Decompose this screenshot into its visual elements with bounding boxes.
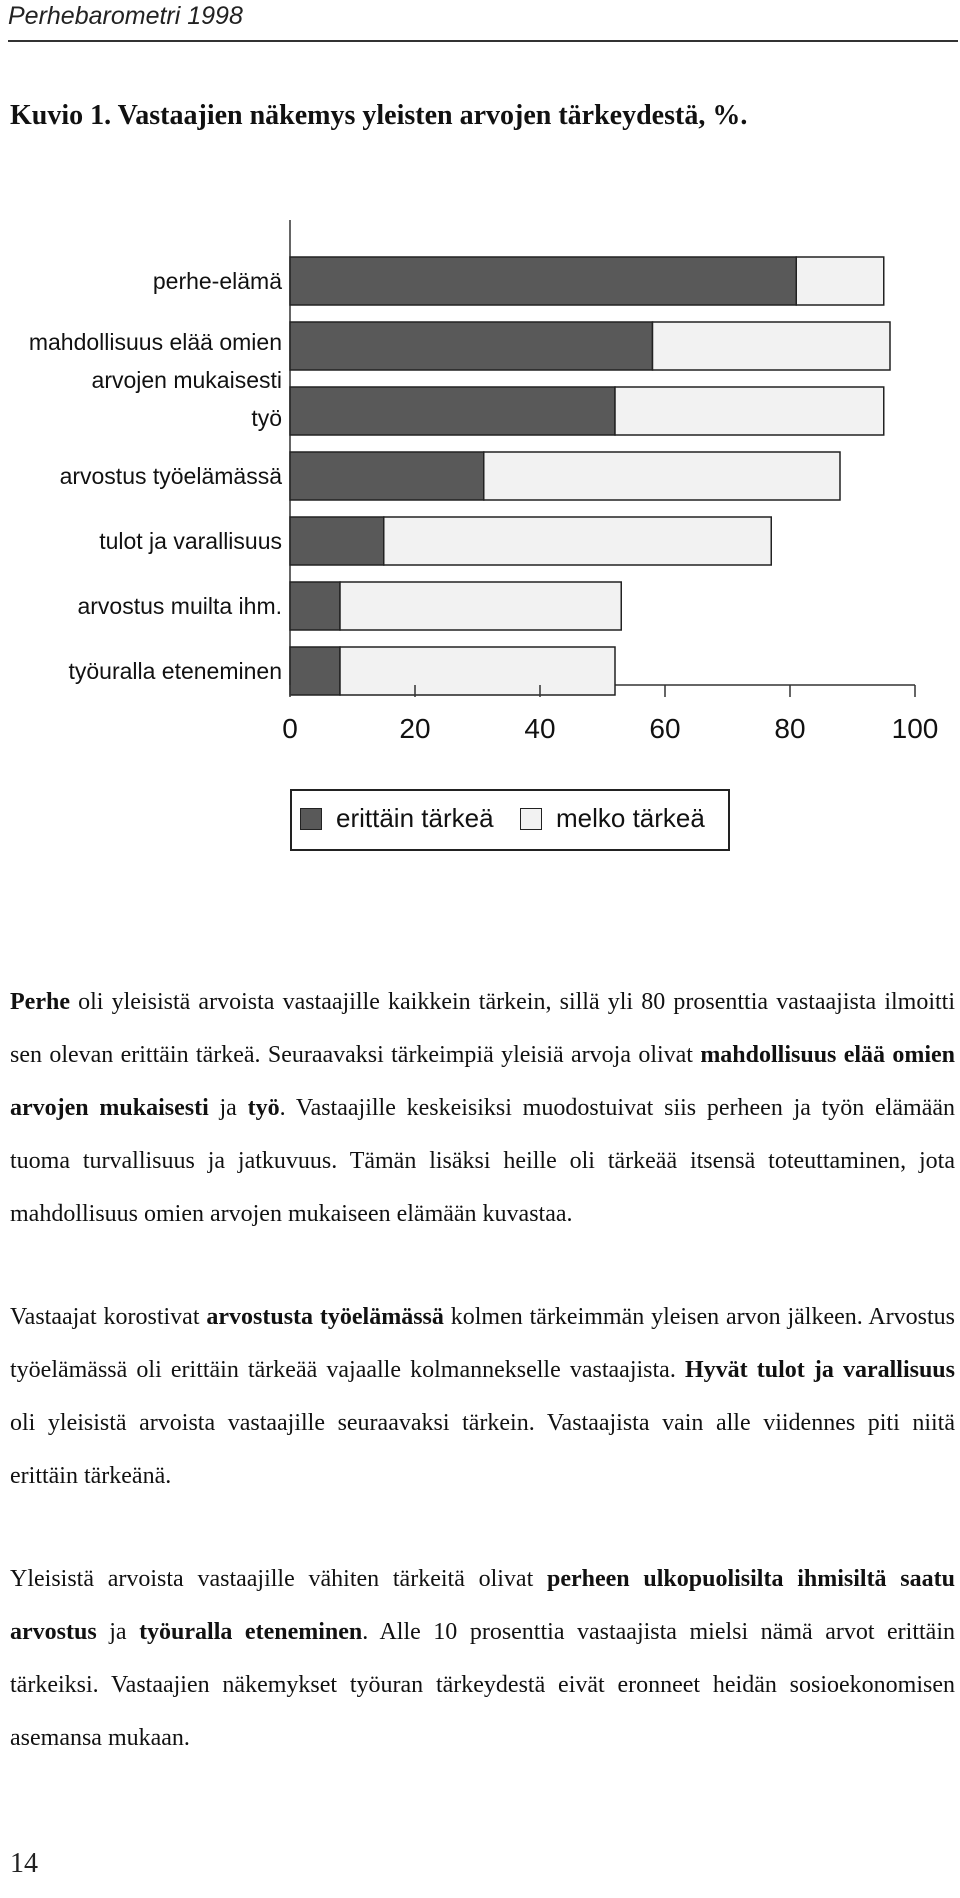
text-run: . Vastaajille keskeisiksi muodostuivat siis perheen ja työn elämään tuoma turvallisuus ja jatkuvuus. Tämän lisäksi heille oli tärkeää itsensä toteuttaminen, jota mahdollisuus omien arvojen mukaiseen elämään kuvastaa.	[10, 1095, 955, 1227]
category-label: työuralla eteneminen	[68, 658, 282, 684]
text-run: ja	[96, 1619, 140, 1645]
bar-very-important	[290, 322, 653, 370]
bar-fairly-important	[653, 322, 891, 370]
running-title: Perhebarometri 1998	[8, 2, 243, 30]
bar-very-important	[290, 257, 796, 305]
bold-term: työuralla eteneminen	[139, 1619, 363, 1645]
legend-label-fairly-important: melko tärkeä	[556, 803, 705, 833]
category-label: perhe-elämä	[152, 268, 282, 294]
bar-very-important	[290, 387, 615, 435]
x-tick-label: 100	[891, 713, 939, 740]
bar-very-important	[290, 647, 340, 695]
figure-title: Kuvio 1. Vastaajien näkemys yleisten arvojen tärkeydestä, %.	[10, 100, 748, 131]
bold-term: Hyvät tulot ja varallisuus	[684, 1357, 955, 1383]
paragraph-3	[10, 1553, 955, 1765]
text-run: Vastaajat korostivat	[10, 1304, 207, 1330]
legend-swatch-very-important	[300, 808, 322, 830]
bar-very-important	[290, 452, 484, 500]
category-label: arvojen mukaisesti	[91, 367, 282, 393]
category-label: arvostus työelämässä	[59, 463, 282, 489]
bar-very-important	[290, 517, 384, 565]
text-run: . Alle 10 prosenttia vastaajista mielsi nämä arvot erittäin tärkeiksi. Vastaajien näkemykset työuran tärkeydestä eivät eronneet heidän sosioekonomisen asemansa mukaan.	[10, 1619, 955, 1751]
category-label: tulot ja varallisuus	[99, 528, 282, 554]
page-number: 14	[10, 1848, 38, 1879]
body-text	[10, 976, 955, 1815]
x-tick-label: 20	[399, 713, 431, 740]
x-tick-label: 80	[774, 713, 806, 740]
paragraph-1	[10, 976, 955, 1241]
bold-term: arvostusta työelämässä	[206, 1304, 444, 1330]
x-tick-label: 40	[524, 713, 556, 740]
x-tick-label: 0	[282, 713, 298, 740]
text-run: Yleisistä arvoista vastaajille vähiten tärkeitä olivat	[10, 1566, 547, 1592]
text-run: oli yleisistä arvoista vastaajille kaikkein tärkein, sillä yli 80 prosenttia vastaajista ilmoitti sen olevan erittäin tärkeä. Seuraavaksi tärkeimpiä yleisiä arvoja olivat	[10, 989, 955, 1068]
bar-fairly-important	[340, 582, 621, 630]
running-header	[8, 0, 958, 42]
bar-fairly-important	[615, 387, 884, 435]
bold-term: perheen ulkopuolisilta ihmisiltä saatu arvostus	[10, 1566, 955, 1645]
category-label: arvostus muilta ihm.	[77, 593, 282, 619]
bold-term: Perhe	[10, 989, 70, 1015]
bold-term: työ	[247, 1095, 280, 1121]
text-run: oli yleisistä arvoista vastaajille seuraavaksi tärkein. Vastaajista vain alle viidennes piti niitä erittäin tärkeänä.	[10, 1410, 955, 1489]
bar-fairly-important	[484, 452, 840, 500]
stacked-bar-chart	[0, 220, 960, 740]
bar-fairly-important	[384, 517, 772, 565]
category-label: työ	[251, 405, 282, 431]
legend-swatch-fairly-important	[520, 808, 542, 830]
x-tick-label: 60	[649, 713, 681, 740]
bar-fairly-important	[340, 647, 615, 695]
category-label: mahdollisuus elää omien	[28, 329, 282, 355]
text-run: kolmen tärkeimmän yleisen arvon jälkeen. Arvostus työelämässä oli erittäin tärkeää vajaalle kolmannekselle vastaajista.	[10, 1304, 955, 1383]
chart-legend	[290, 789, 730, 851]
bar-fairly-important	[796, 257, 884, 305]
bar-very-important	[290, 582, 340, 630]
paragraph-2	[10, 1291, 955, 1503]
text-run: ja	[208, 1095, 248, 1121]
bold-term: mahdollisuus elää omien arvojen mukaisesti	[10, 1042, 956, 1121]
legend-label-very-important: erittäin tärkeä	[336, 803, 494, 833]
